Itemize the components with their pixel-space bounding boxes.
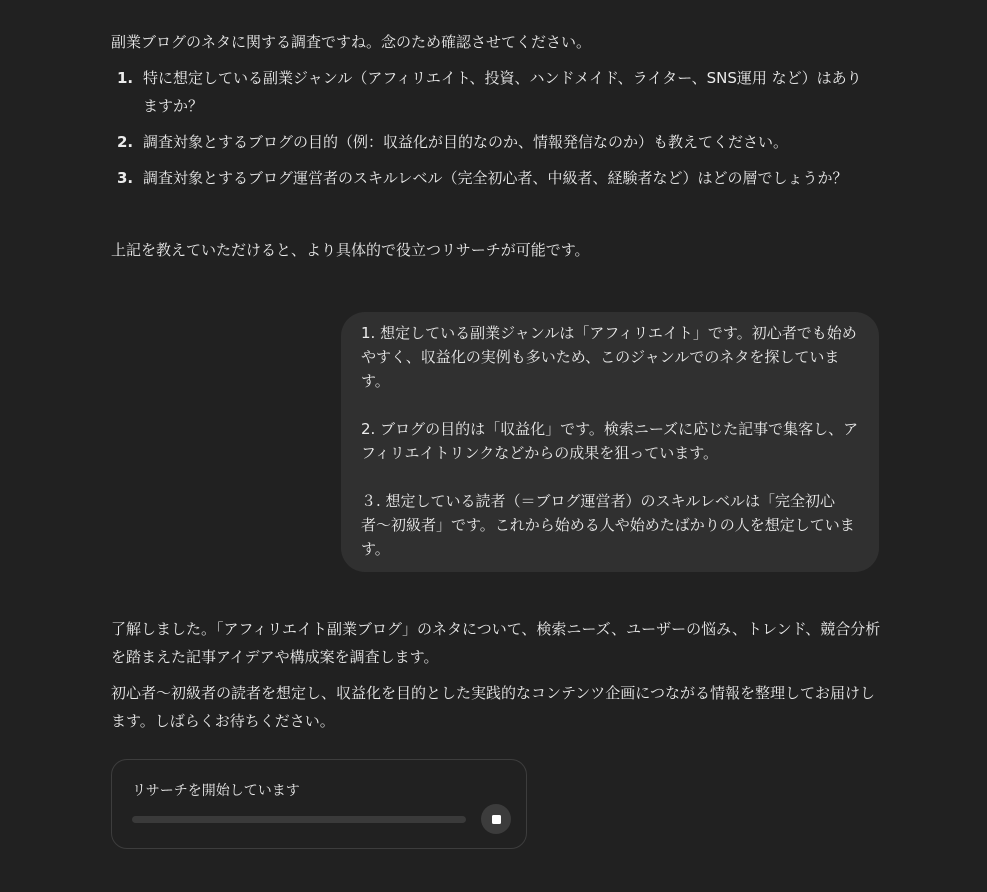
clarifying-questions-list	[111, 64, 871, 200]
assistant-intro-text: 副業ブログのネタに関する調査ですね。念のため確認させてください。	[111, 33, 592, 51]
research-status-text: リサーチを開始しています	[132, 783, 300, 799]
question-text: 調査対象とするブログの目的（例：収益化が目的なのか、情報発信なのか）も教えてください。	[143, 133, 789, 151]
user-message-bubble	[341, 312, 879, 572]
list-number: 1.	[117, 69, 134, 87]
assistant-ack-text: 了解しました。「アフィリエイト副業ブログ」のネタについて、検索ニーズ、ユーザーの悩み、トレンド、競合分析を踏まえた記事アイデアや構成案を調査します。	[111, 620, 881, 666]
user-message-paragraph: ３. 想定している読者（＝ブログ運営者）のスキルレベルは「完全初心者〜初級者」です。これから始める人や始めたばかりの人を想定しています。	[361, 492, 855, 558]
stop-square-icon	[492, 815, 501, 824]
question-text: 特に想定している副業ジャンル（アフィリエイト、投資、ハンドメイド、ライター、SNS運用 など）はありますか？	[143, 69, 862, 115]
stop-research-button[interactable]	[481, 804, 511, 834]
user-message-paragraph: 1. 想定している副業ジャンルは「アフィリエイト」です。初心者でも始めやすく、収益化の実例も多いため、このジャンルでのネタを探しています。	[361, 324, 857, 390]
research-progress-bar	[132, 816, 466, 823]
list-number: 3.	[117, 169, 134, 187]
list-number: 2.	[117, 133, 134, 151]
list-item	[111, 64, 871, 120]
assistant-ack-text-2: 初心者〜初級者の読者を想定し、収益化を目的とした実践的なコンテンツ企画につながる情報を整理してお届けします。しばらくお待ちください。	[111, 684, 875, 730]
question-text: 調査対象とするブログ運営者のスキルレベル（完全初心者、中級者、経験者など）はどの層でしょうか？	[143, 169, 848, 187]
user-message-paragraph: 2. ブログの目的は「収益化」です。検索ニーズに応じた記事で集客し、アフィリエイトリンクなどからの成果を狙っています。	[361, 420, 859, 462]
research-progress-card	[111, 759, 527, 849]
assistant-followup-text: 上記を教えていただけると、より具体的で役立つリサーチが可能です。	[111, 241, 590, 259]
list-item	[111, 128, 871, 156]
list-item	[111, 164, 871, 192]
